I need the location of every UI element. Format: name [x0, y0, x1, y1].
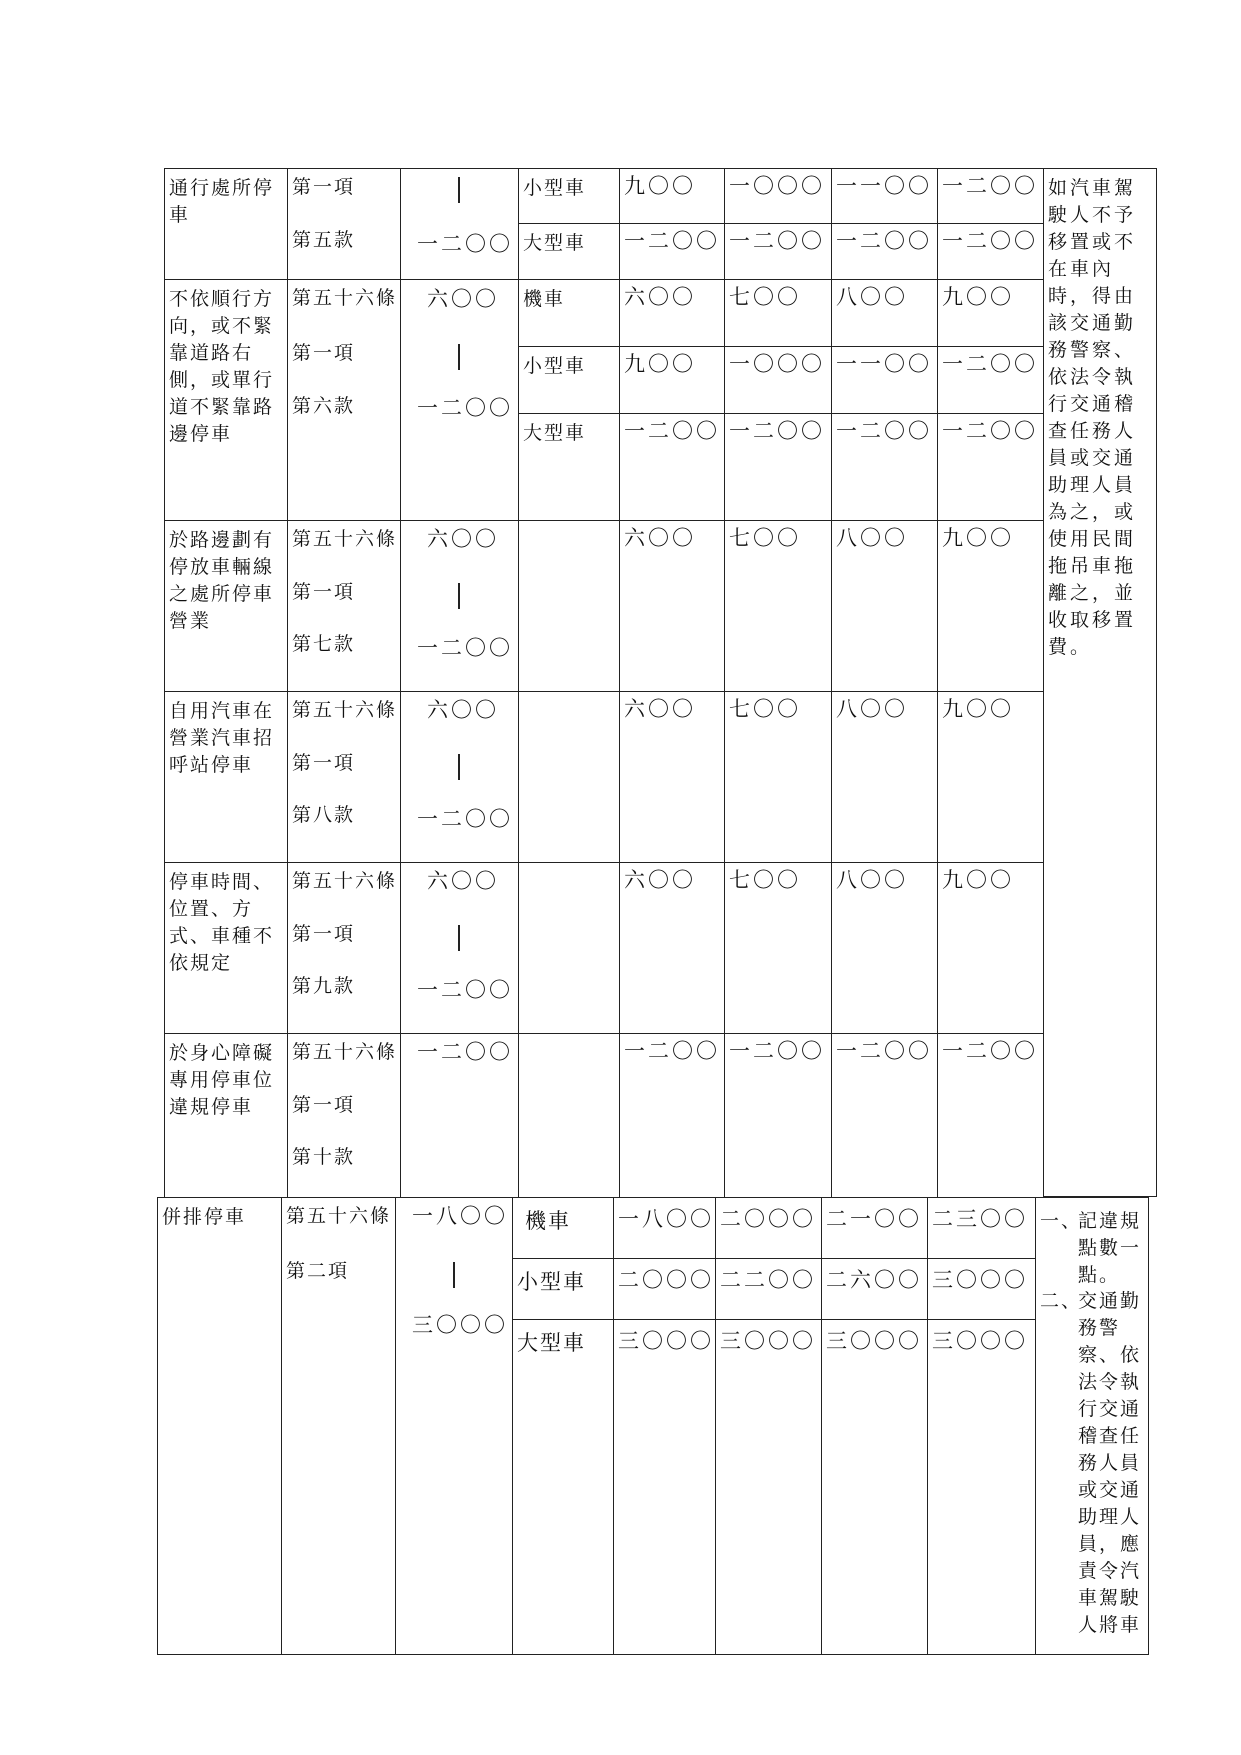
row5-desc: 停車時間、位置、方式、車種不依規定 — [169, 871, 275, 974]
row1-range-to: 一二〇〇 — [417, 232, 513, 256]
fine-value: 九〇〇 — [942, 868, 1014, 892]
note-2-item2-text: 交通勤務警察、依法令執行交通稽查任務人員或交通助理人員，應責令汽車駕駛人將車 — [1078, 1290, 1142, 1636]
fine-cell — [831, 691, 938, 863]
row3-range-cell — [400, 520, 519, 692]
fine-cell — [724, 346, 832, 414]
row3-desc: 於路邊劃有停放車輛線之處所停車營業 — [169, 529, 275, 632]
row5-law-1: 第五十六條 — [292, 870, 398, 892]
fine-value: 九〇〇 — [942, 285, 1014, 309]
row3-range-from: 六〇〇 — [427, 527, 499, 551]
fine-cell — [831, 223, 938, 280]
row2-range-to: 一二〇〇 — [417, 396, 513, 420]
row4-law-3: 第八款 — [292, 804, 356, 826]
fine-value: 六〇〇 — [624, 697, 696, 721]
note-2-item2-mark: 二、 — [1040, 1290, 1083, 1312]
row4-range-to: 一二〇〇 — [417, 807, 513, 831]
row1-range-cell — [400, 168, 519, 280]
row4-desc-cell — [164, 691, 288, 863]
fine-value: 三〇〇〇 — [932, 1268, 1028, 1292]
row3-range-to: 一二〇〇 — [417, 636, 513, 660]
row1-veh2-type — [518, 223, 620, 280]
fine-cell — [821, 1197, 928, 1259]
fine-cell — [937, 168, 1044, 224]
fine-cell — [937, 862, 1044, 1034]
fine-cell — [619, 1033, 725, 1198]
fine-value: 三〇〇〇 — [826, 1329, 922, 1353]
fine-cell — [831, 279, 938, 347]
fine-cell — [613, 1258, 716, 1320]
row6-range-cell — [400, 1033, 519, 1198]
row3-law-1: 第五十六條 — [292, 528, 398, 550]
row2-veh2-type — [518, 346, 620, 414]
row2-law-3: 第六款 — [292, 395, 356, 417]
row4-desc: 自用汽車在營業汽車招呼站停車 — [169, 700, 275, 776]
row7-law-cell — [281, 1197, 396, 1655]
row6-law-1: 第五十六條 — [292, 1041, 398, 1063]
row2-veh1-type — [518, 279, 620, 347]
fine-cell — [724, 413, 832, 521]
row1-law-1: 第一項 — [292, 176, 356, 198]
vehicle-type: 大型車 — [523, 232, 587, 254]
fine-cell — [937, 691, 1044, 863]
row4-range-from: 六〇〇 — [427, 698, 499, 722]
fine-value: 一〇〇〇 — [729, 352, 825, 376]
fine-cell — [715, 1258, 822, 1320]
row6-desc: 於身心障礙專用停車位違規停車 — [169, 1042, 275, 1118]
row7-desc: 併排停車 — [162, 1206, 247, 1228]
row1-desc-cell — [164, 168, 288, 280]
row4-law-2: 第一項 — [292, 752, 356, 774]
vehicle-type: 小型車 — [523, 177, 587, 199]
fine-cell — [613, 1197, 716, 1259]
fine-value: 一八〇〇 — [618, 1207, 714, 1231]
fine-cell — [937, 279, 1044, 347]
fine-value: 一二〇〇 — [624, 229, 720, 253]
fine-cell — [937, 1033, 1044, 1198]
fine-cell — [937, 413, 1044, 521]
note-2-item1-text: 記違規點數一點。 — [1078, 1210, 1142, 1286]
row5-range-to: 一二〇〇 — [417, 978, 513, 1002]
fine-value: 二二〇〇 — [720, 1268, 816, 1292]
fine-value: 一二〇〇 — [729, 229, 825, 253]
fine-value: 八〇〇 — [836, 526, 908, 550]
fine-value: 二三〇〇 — [932, 1207, 1028, 1231]
fine-value: 九〇〇 — [942, 697, 1014, 721]
fine-value: 一二〇〇 — [942, 419, 1038, 443]
row6-law-cell — [287, 1033, 401, 1198]
row5-law-cell — [287, 862, 401, 1034]
fine-cell — [619, 520, 725, 692]
row5-range-from: 六〇〇 — [427, 869, 499, 893]
fine-cell — [831, 520, 938, 692]
fine-cell — [619, 346, 725, 414]
fine-value: 七〇〇 — [729, 526, 801, 550]
range-dash — [458, 754, 460, 780]
fine-value: 六〇〇 — [624, 526, 696, 550]
fine-cell — [724, 168, 832, 224]
fine-cell — [937, 223, 1044, 280]
empty-type-cell — [518, 862, 620, 1034]
row1-veh1-type — [518, 168, 620, 224]
range-dash — [458, 177, 460, 203]
note-cell-2 — [1035, 1197, 1149, 1655]
fine-cell — [831, 862, 938, 1034]
row6-law-3: 第十款 — [292, 1146, 356, 1168]
fine-cell — [937, 520, 1044, 692]
fine-cell — [927, 1197, 1036, 1259]
row3-law-cell — [287, 520, 401, 692]
vehicle-type: 機車 — [525, 1209, 571, 1233]
fine-value: 一二〇〇 — [942, 1039, 1038, 1063]
range-dash — [458, 344, 460, 370]
fine-value: 七〇〇 — [729, 868, 801, 892]
vehicle-type: 大型車 — [523, 422, 587, 444]
row7-range-cell — [395, 1197, 513, 1655]
fine-cell — [724, 691, 832, 863]
fine-cell — [715, 1319, 822, 1655]
row5-law-2: 第一項 — [292, 923, 356, 945]
fine-cell — [831, 346, 938, 414]
range-dash — [458, 925, 460, 951]
row7-desc-cell — [157, 1197, 282, 1655]
fine-cell — [724, 1033, 832, 1198]
empty-type-cell — [518, 691, 620, 863]
row1-law-2: 第五款 — [292, 229, 356, 251]
fine-value: 二〇〇〇 — [720, 1207, 816, 1231]
empty-type-cell — [518, 1033, 620, 1198]
fine-cell — [724, 279, 832, 347]
fine-cell — [927, 1258, 1036, 1320]
fine-cell — [821, 1258, 928, 1320]
vehicle-type: 小型車 — [517, 1270, 586, 1294]
fine-cell — [937, 346, 1044, 414]
fine-cell — [619, 168, 725, 224]
fine-value: 一一〇〇 — [836, 174, 932, 198]
fine-value: 一二〇〇 — [729, 1039, 825, 1063]
row3-law-2: 第一項 — [292, 581, 356, 603]
vehicle-type: 小型車 — [523, 355, 587, 377]
row2-desc-cell — [164, 279, 288, 521]
fine-value: 三〇〇〇 — [720, 1329, 816, 1353]
row7-range-from: 一八〇〇 — [412, 1204, 508, 1228]
fine-value: 九〇〇 — [624, 352, 696, 376]
fine-value: 八〇〇 — [836, 697, 908, 721]
row2-range-cell — [400, 279, 519, 521]
note-cell-1 — [1043, 168, 1157, 1197]
row5-range-cell — [400, 862, 519, 1034]
fine-value: 二六〇〇 — [826, 1268, 922, 1292]
row2-law-cell — [287, 279, 401, 521]
empty-type-cell — [518, 520, 620, 692]
fine-value: 一二〇〇 — [624, 1039, 720, 1063]
row6-law-2: 第一項 — [292, 1094, 356, 1116]
range-dash — [458, 583, 460, 609]
fine-cell — [619, 279, 725, 347]
fine-value: 七〇〇 — [729, 697, 801, 721]
row1-law-cell — [287, 168, 401, 280]
vehicle-type: 大型車 — [517, 1331, 586, 1355]
fine-cell — [724, 520, 832, 692]
row2-law-1: 第五十六條 — [292, 287, 398, 309]
fine-value: 一二〇〇 — [729, 419, 825, 443]
row2-law-2: 第一項 — [292, 342, 356, 364]
row7-veh1-type — [512, 1197, 614, 1259]
fine-value: 二一〇〇 — [826, 1207, 922, 1231]
row6-desc-cell — [164, 1033, 288, 1198]
row1-desc: 通行處所停車 — [169, 177, 275, 226]
fine-cell — [619, 691, 725, 863]
fine-value: 一二〇〇 — [942, 174, 1038, 198]
fine-value: 一二〇〇 — [836, 229, 932, 253]
fine-cell — [831, 1033, 938, 1198]
row4-law-cell — [287, 691, 401, 863]
row2-desc: 不依順行方向，或不緊靠道路右側，或單行道不緊靠路邊停車 — [169, 288, 275, 445]
row4-range-cell — [400, 691, 519, 863]
row3-desc-cell — [164, 520, 288, 692]
fine-cell — [613, 1319, 716, 1655]
fine-value: 一二〇〇 — [942, 352, 1038, 376]
fine-cell — [724, 862, 832, 1034]
range-dash — [453, 1262, 455, 1288]
fine-value: 一〇〇〇 — [729, 174, 825, 198]
fine-cell — [619, 223, 725, 280]
fine-value: 六〇〇 — [624, 868, 696, 892]
row3-law-3: 第七款 — [292, 633, 356, 655]
row5-desc-cell — [164, 862, 288, 1034]
fine-cell — [724, 223, 832, 280]
note-2-item1-mark: 一、 — [1040, 1210, 1083, 1232]
fine-value: 二〇〇〇 — [618, 1268, 714, 1292]
fine-value: 一二〇〇 — [836, 1039, 932, 1063]
fine-value: 八〇〇 — [836, 868, 908, 892]
fine-value: 六〇〇 — [624, 285, 696, 309]
row7-veh3-type — [512, 1319, 614, 1655]
fine-value: 一二〇〇 — [942, 229, 1038, 253]
fine-value: 三〇〇〇 — [932, 1329, 1028, 1353]
row7-law-2: 第二項 — [286, 1260, 350, 1282]
row2-range-from: 六〇〇 — [427, 287, 499, 311]
row2-veh3-type — [518, 413, 620, 521]
fine-value: 一二〇〇 — [624, 419, 720, 443]
fine-cell — [619, 413, 725, 521]
fine-cell — [715, 1197, 822, 1259]
row7-veh2-type — [512, 1258, 614, 1320]
fine-value: 七〇〇 — [729, 285, 801, 309]
fine-value: 一二〇〇 — [836, 419, 932, 443]
fine-cell — [619, 862, 725, 1034]
fine-cell — [831, 168, 938, 224]
fine-value: 八〇〇 — [836, 285, 908, 309]
fine-value: 一一〇〇 — [836, 352, 932, 376]
row7-range-to: 三〇〇〇 — [412, 1313, 508, 1337]
fine-value: 九〇〇 — [942, 526, 1014, 550]
row5-law-3: 第九款 — [292, 975, 356, 997]
fine-cell — [831, 413, 938, 521]
row4-law-1: 第五十六條 — [292, 699, 398, 721]
vehicle-type: 機車 — [523, 288, 566, 310]
row7-law-1: 第五十六條 — [286, 1205, 392, 1227]
fine-value: 三〇〇〇 — [618, 1329, 714, 1353]
note-1-text: 如汽車駕駛人不予移置或不在車內時，得由該交通勤務警察、依法令執行交通稽查任務人員或交通助理人員為之，或使用民間拖吊車拖離之，並收取移置費。 — [1048, 177, 1137, 658]
fine-value: 九〇〇 — [624, 174, 696, 198]
fine-cell — [821, 1319, 928, 1655]
row6-range-from: 一二〇〇 — [417, 1040, 513, 1064]
fine-cell — [927, 1319, 1036, 1655]
